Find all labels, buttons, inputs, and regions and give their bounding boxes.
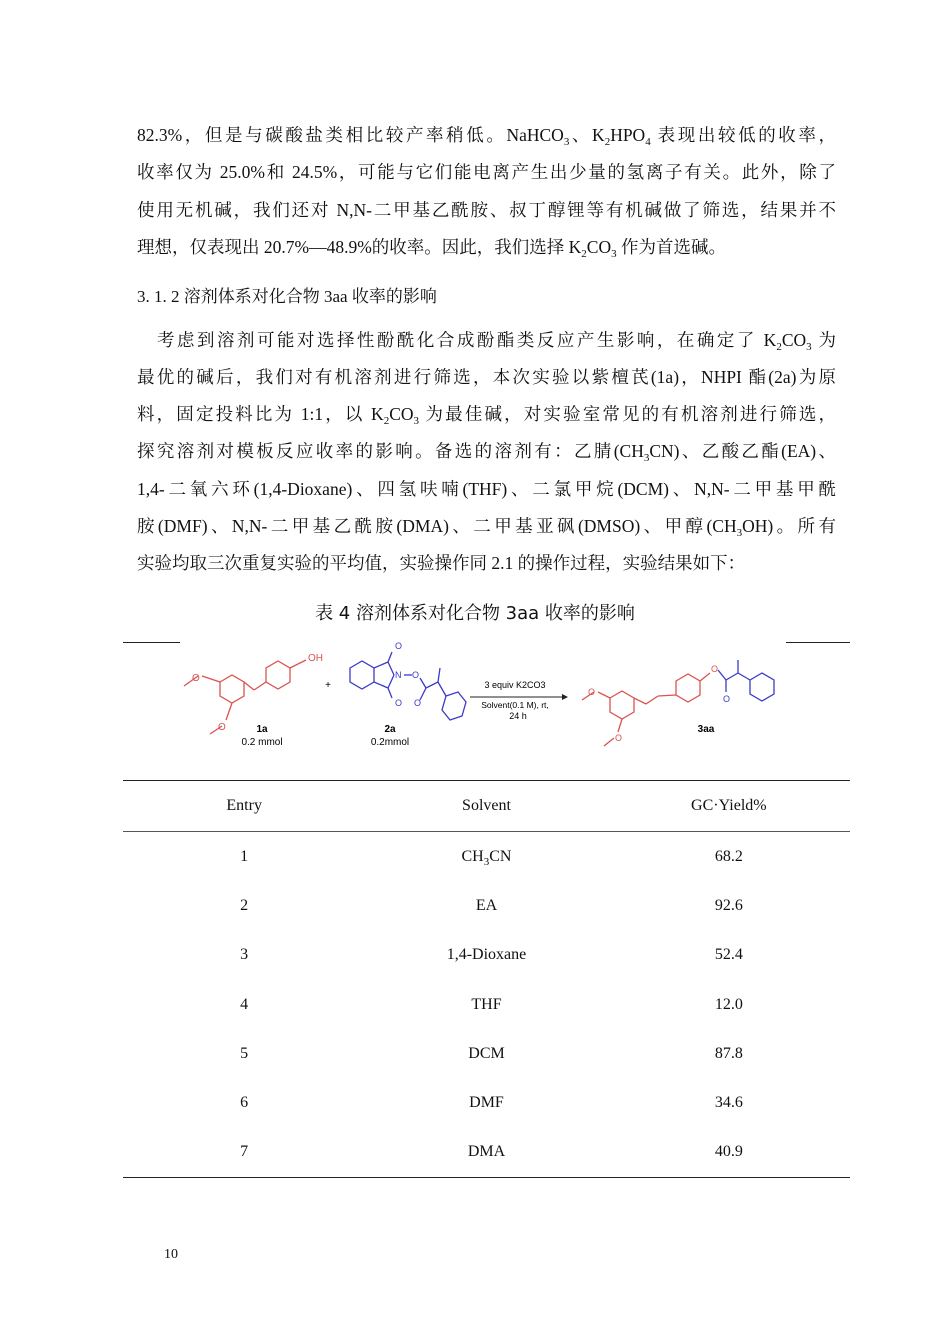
text-run: CN)、乙酸乙酯(EA)、 [649, 441, 837, 461]
subscript: 2 [581, 248, 587, 260]
text-run: CH [461, 847, 484, 865]
conditions-time: 24 h [509, 711, 527, 721]
subscript: 3 [563, 136, 570, 148]
o-label: O [192, 673, 200, 684]
text-run: 、K [569, 125, 605, 145]
reagent-1a-amount: 0.2 mmol [241, 737, 283, 748]
divider [786, 642, 850, 643]
table-row [123, 1128, 850, 1178]
subscript: 2 [383, 415, 390, 427]
header-entry: Entry [226, 797, 262, 814]
subscript: 2 [776, 341, 782, 353]
solvent-cell [365, 1128, 607, 1178]
text-line [137, 366, 836, 388]
table-row [123, 980, 850, 1029]
solvent-cell [365, 1029, 607, 1078]
text-line [137, 124, 836, 146]
table-row [123, 931, 850, 980]
o-label: O [414, 698, 422, 708]
entry-cell: 1 [240, 847, 249, 865]
text-line [137, 236, 836, 258]
subscript: 3 [806, 341, 812, 353]
text-run: DMF [469, 1094, 504, 1112]
header-yield: GC·Yield% [691, 797, 767, 814]
subscript: 4 [645, 136, 651, 148]
text-run: THF [471, 995, 502, 1013]
text-line [137, 403, 836, 425]
yield-cell: 34.6 [714, 1094, 743, 1112]
text-run: 表现出较低的收率， [650, 125, 837, 145]
product-3aa-structure [582, 660, 774, 746]
text-line [137, 161, 836, 183]
o-label: O [395, 698, 403, 708]
o-label: O [412, 670, 420, 680]
text-line [137, 552, 836, 574]
text-run: 收率仅为 25.0%和 24.5%，可能与它们能电离产生出少量的氢离子有关。此外，除了 [137, 162, 836, 182]
o-label: O [615, 733, 623, 743]
text-run: 1,4-二氧六环(1,4-Dioxane)、四氢呋喃(THF)、二氯甲烷(DCM)、N,N-二甲基甲酰 [137, 479, 836, 499]
reagent-2a-amount: 0.2mmol [370, 737, 410, 748]
reagent-2a-structure [350, 652, 466, 720]
solvent-cell [365, 832, 607, 882]
header-solvent: Solvent [462, 797, 511, 814]
text-line [137, 440, 836, 462]
text-run: CO [781, 330, 807, 350]
entry-cell: 5 [240, 1044, 249, 1062]
yield-cell: 87.8 [714, 1044, 743, 1062]
text-run: 考虑到溶剂可能对选择性酚酰化合成酚酯类反应产生影响，在确定了 K [137, 330, 777, 350]
solvent-cell [365, 980, 607, 1029]
conditions-solvent: Solvent(0.1 M), rt, [481, 700, 549, 710]
table-row [123, 1078, 850, 1127]
reagent-1a-structure [184, 660, 306, 734]
yield-cell: 12.0 [714, 995, 743, 1013]
text-line [137, 329, 836, 351]
o-label: O [588, 687, 596, 697]
text-run: 82.3%，但是与碳酸盐类相比较产率稍低。NaHCO [137, 125, 564, 145]
n-label: N [395, 670, 402, 680]
plus-sign: + [325, 680, 331, 691]
yield-cell: 40.9 [714, 1143, 743, 1161]
reagent-2a-label: 2a [384, 724, 396, 735]
section-heading: 3. 1. 2 溶剂体系对化合物 3aa 收率的影响 [137, 287, 437, 306]
table-row [123, 1029, 850, 1078]
text-run: CO [389, 404, 414, 424]
text-run: OH)。所有 [742, 516, 836, 536]
yield-cell: 92.6 [714, 896, 743, 914]
table-caption: 表 4 溶剂体系对化合物 3aa 收率的影响 [315, 603, 635, 624]
text-run: 最优的碱后，我们对有机溶剂进行筛选，本次实验以紫檀芪(1a)，NHPI 酯(2a)为原 [137, 367, 836, 387]
text-run: EA [475, 896, 498, 914]
subscript: 3 [643, 452, 650, 464]
text-run: 作为首选碱。 [616, 237, 726, 257]
subscript: 3 [611, 248, 617, 260]
text-run: 为最佳碱，对实验室常见的有机溶剂进行筛选， [419, 404, 837, 424]
text-run: 1,4-Dioxane [446, 946, 527, 964]
solvent-cell [365, 881, 607, 930]
o-label: O [395, 641, 403, 651]
solvent-cell [365, 1078, 607, 1127]
entry-cell: 7 [240, 1143, 249, 1161]
entry-cell: 4 [240, 995, 249, 1013]
arrow-head-icon [562, 694, 568, 700]
yield-cell: 68.2 [714, 847, 743, 865]
text-line [137, 478, 836, 500]
subscript: 3 [413, 415, 419, 427]
text-run: 探究溶剂对模板反应收率的影响。备选的溶剂有：乙腈(CH [137, 441, 644, 461]
oh-label: OH [308, 653, 323, 664]
o-label: O [723, 694, 731, 704]
subscript: 3 [736, 527, 743, 539]
text-run: 胺(DMF)、N,N-二甲基乙酰胺(DMA)、二甲基亚砜(DMSO)、甲醇(CH [137, 516, 737, 536]
o-label: O [711, 664, 719, 674]
reaction-scheme [170, 640, 790, 755]
text-run: 为 [811, 330, 837, 350]
table-row [123, 881, 850, 930]
subscript: 3 [483, 855, 490, 868]
text-run: DCM [468, 1044, 505, 1062]
text-run: CO [586, 237, 612, 257]
product-3aa-label: 3aa [697, 724, 715, 735]
text-line [137, 199, 836, 221]
solvent-yield-table [123, 780, 850, 1178]
text-line [137, 515, 836, 537]
text-run: DMA [467, 1143, 506, 1161]
text-run: 理想，仅表现出 20.7%—48.9%的收率。因此，我们选择 K [137, 237, 582, 257]
text-run: 料，固定投料比为 1:1，以 K [137, 404, 384, 424]
text-run: HPO [610, 125, 646, 145]
o-label: O [218, 722, 226, 733]
subscript: 2 [604, 136, 611, 148]
entry-cell: 6 [240, 1094, 249, 1112]
text-run: 使用无机碱，我们还对 N,N-二甲基乙酰胺、叔丁醇锂等有机碱做了筛选，结果并不 [137, 200, 836, 220]
solvent-cell [365, 931, 607, 980]
entry-cell: 3 [240, 946, 249, 964]
text-run: CN [489, 847, 512, 865]
table-row [123, 832, 850, 882]
yield-cell: 52.4 [714, 946, 743, 964]
conditions-base: 3 equiv K2CO3 [484, 680, 546, 690]
table-header-row [123, 781, 850, 832]
text-run: 实验均取三次重复实验的平均值，实验操作同 2.1 的操作过程，实验结果如下： [137, 553, 746, 573]
page-number: 10 [164, 1247, 178, 1262]
reagent-1a-label: 1a [256, 724, 268, 735]
entry-cell: 2 [240, 896, 249, 914]
